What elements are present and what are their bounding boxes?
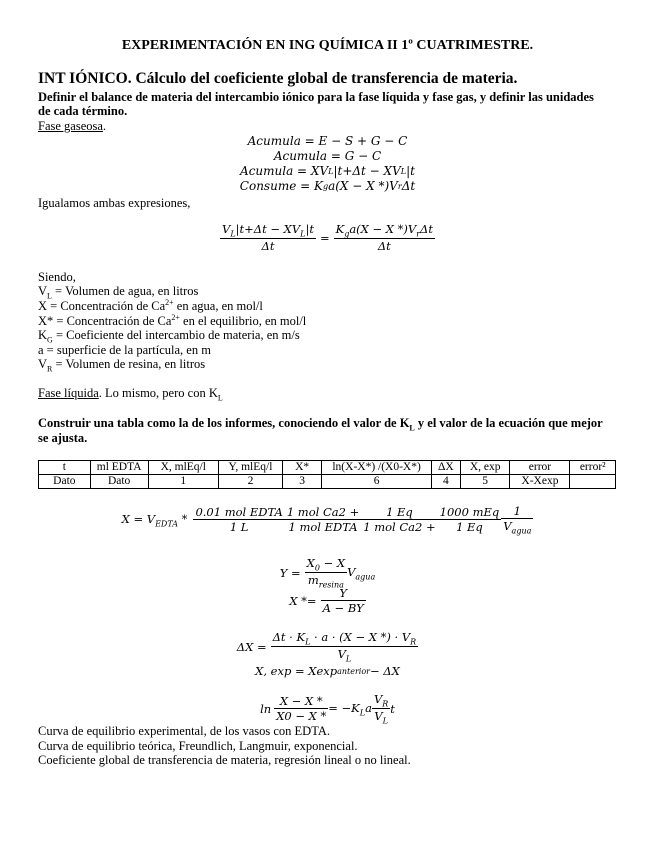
results-table (38, 460, 616, 489)
section-heading: INT IÓNICO. Cálculo del coeficiente global de transferencia de materia. (38, 70, 518, 87)
table-header-row (39, 461, 616, 475)
table-row (39, 475, 616, 489)
equated-fractions: $\frac{V_L|t+\Delta t - XV_L|t}{\Delta t}$ = $\frac{K_ga(X - X *)V_r\Delta t}{\Delta t}$ (222, 222, 433, 254)
table-cell: 1 (148, 475, 218, 489)
balance-eq-4: Consume = K g a(X − X *)V r Δt (239, 179, 416, 193)
question-1-line-1: Definir el balance de materia del intercambio iónico para la fase líquida y fase gas, y definir las unidades (38, 90, 594, 104)
definitions-intro: Siendo, (38, 270, 76, 284)
formula-ln: ln $\frac{X - X *}{X0 - X *}$ = $-K_La$ $\frac{V_R}{V_L}$ t (260, 692, 395, 726)
question-2-line-1: Construir una tabla como la de los informes, conociendo el valor de $K_L$ y el valor de la ecuación que mejor (38, 416, 603, 433)
table-header-cell: X, mlEq/l (148, 461, 218, 475)
question-2-line-2: se ajusta. (38, 431, 88, 445)
table-cell: 3 (283, 475, 322, 489)
balance-eq-1: Acumula = E − S + G − C (247, 134, 408, 148)
formula-x-edta: $X = V_{EDTA}$ * $\frac{\text{0.01 mol EDTA}}{1 L}$ $\frac{\text{1 mol Ca2 +}}{\text{1 mol EDTA}}$ $\frac{1 Eq}{\text{1 mol Ca2 +}}$ $\frac{\text{1000 mEq}}{1 Eq}$ $\frac{1}{V_{agua}}$ (121, 504, 532, 536)
table-cell: 6 (322, 475, 432, 489)
table-cell: 4 (431, 475, 460, 489)
table-cell: Dato (39, 475, 91, 489)
formula-y: Y = $\frac{X_0 - X}{m_{resina}}$ $V_{agua}$ (279, 556, 376, 590)
table-cell: X-Xexp (510, 475, 570, 489)
formula-delta-x: ΔX = $\frac{\Delta t \cdot K_L \cdot a \cdot (X - X *) \cdot V_R}{V_L}$ (236, 630, 417, 664)
definition-vl: $V_L$ = Volumen de agua, en litros (38, 284, 199, 301)
gas-phase-label: Fase gaseosa. (38, 119, 107, 133)
balance-eq-3: Acumula = XV L |t+Δt − XV L |t (240, 164, 415, 178)
conclusion-line-1: Curva de equilibrio experimental, de los vasos con EDTA. (38, 724, 330, 738)
definition-vr: $V_R$ = Volumen de resina, en litros (38, 357, 206, 374)
definition-x: X = Concentración de $Ca^{2+}$ en agua, en mol/l (38, 298, 263, 314)
table-cell: 5 (460, 475, 510, 489)
formula-xstar: X *= $\frac{Y}{A - BY}$ (289, 586, 364, 615)
conclusion-line-2: Curva de equilibrio teórica, Freundlich, Langmuir, exponencial. (38, 739, 358, 753)
document-title: EXPERIMENTACIÓN EN ING QUÍMICA II 1º CUATRIMESTRE. (121, 38, 534, 53)
table-header-cell: ml EDTA (90, 461, 148, 475)
equate-text: Igualamos ambas expresiones, (38, 196, 191, 210)
fraction-left: $\frac{V_L|t+\Delta t - XV_L|t}{\Delta t}$ (222, 222, 314, 254)
liquid-phase-line: Fase líquida. Lo mismo, pero con $K_L$ (38, 386, 223, 403)
table-header-cell: error² (570, 461, 616, 475)
table-header-cell: Y, mlEq/l (218, 461, 282, 475)
table-cell: Dato (90, 475, 148, 489)
table-cell: 2 (218, 475, 282, 489)
table-header-cell: t (39, 461, 91, 475)
balance-eq-2: Acumula = G − C (273, 149, 382, 163)
table-header-cell: error (510, 461, 570, 475)
definition-xstar: X* = Concentración de $Ca^{2+}$ en el equilibrio, en mol/l (38, 313, 307, 329)
table-cell (570, 475, 616, 489)
question-1-line-2: de cada término. (38, 104, 128, 118)
table-header-cell: X* (283, 461, 322, 475)
conclusion-line-3: Coeficiente global de transferencia de materia, regresión lineal o no lineal. (38, 753, 411, 767)
definition-kg: $K_G$ = Coeficiente del intercambio de materia, en m/s (38, 328, 300, 345)
fraction-right: $\frac{K_ga(X - X *)V_r\Delta t}{\Delta t}$ (335, 222, 433, 254)
table-header-cell: ln(X-X*) /(X0-X*) (322, 461, 432, 475)
table-header-cell: ΔX (431, 461, 460, 475)
definition-a: a = superficie de la partícula, en m (38, 343, 211, 357)
formula-x-exp: X, exp = Xexp anterior − ΔX (255, 664, 400, 678)
table-header-cell: X, exp (460, 461, 510, 475)
